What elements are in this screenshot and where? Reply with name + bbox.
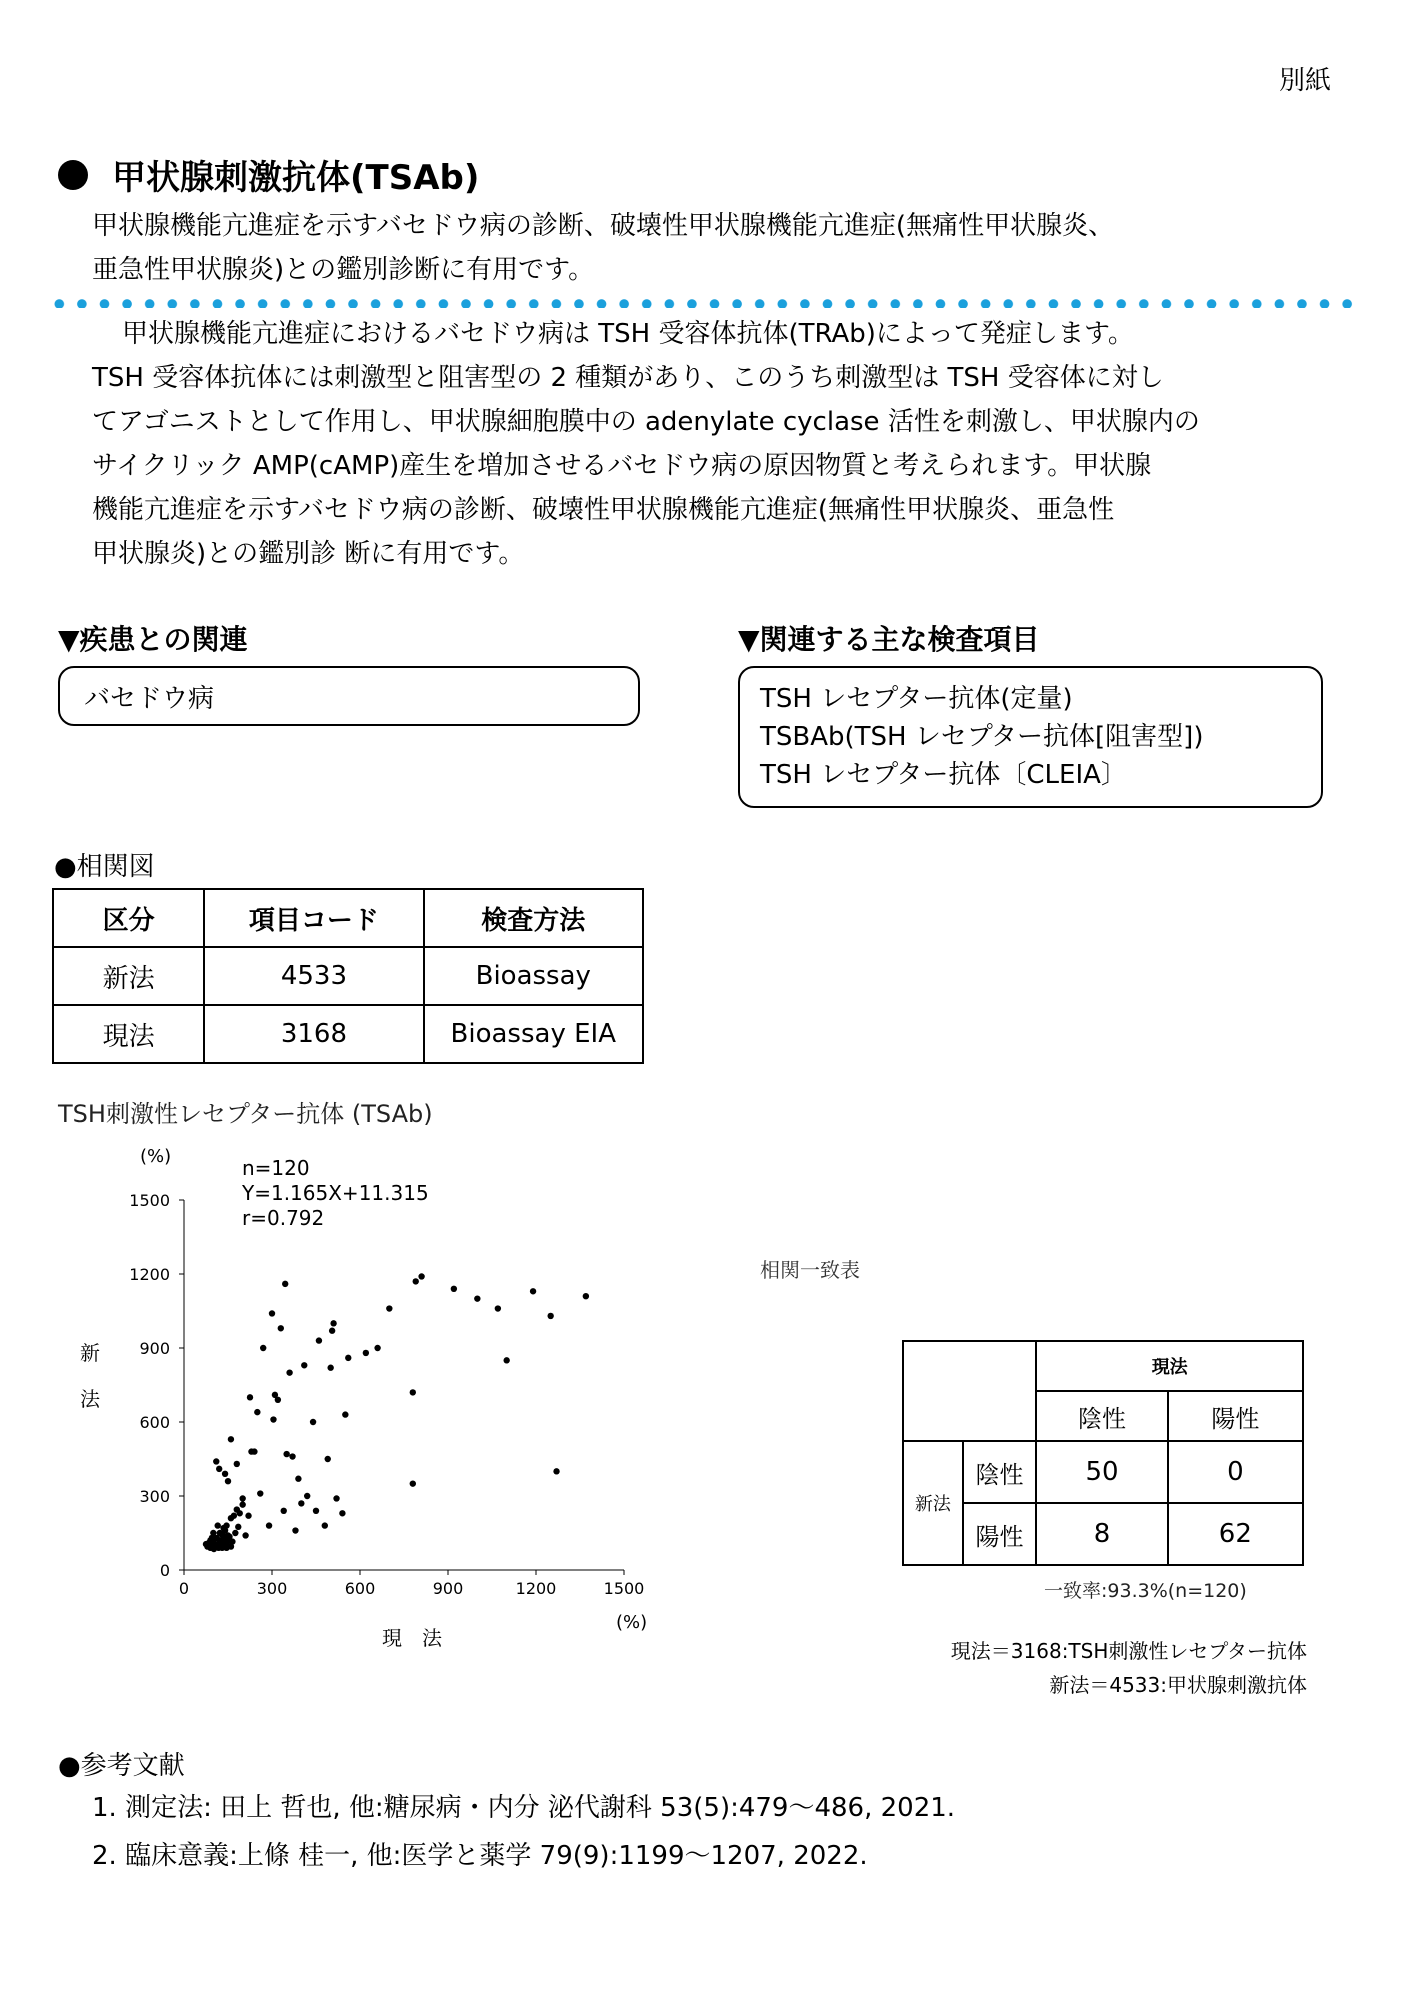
data-point xyxy=(553,1468,559,1474)
data-point xyxy=(235,1524,241,1530)
reference-item: 1. 測定法: 田上 哲也, 他:糖尿病・内分 泌代謝科 53(5):479～486, 2021. xyxy=(92,1793,956,1823)
data-point xyxy=(339,1510,345,1516)
y-tick-label: 900 xyxy=(139,1339,170,1358)
related-tests-heading: ▼関連する主な検査項目 xyxy=(738,623,1040,656)
disease-item: バセドウ病 xyxy=(84,684,215,714)
y-tick-label: 300 xyxy=(139,1487,170,1506)
stat-line: Y=1.165X+11.315 xyxy=(242,1181,429,1205)
data-point xyxy=(242,1532,248,1538)
col-header: 陰性 xyxy=(1036,1391,1167,1441)
summary-line: 甲状腺機能亢進症を示すバセドウ病の診断、破壊性甲状腺機能亢進症(無痛性甲状腺炎、 xyxy=(92,211,1115,241)
data-point xyxy=(283,1451,289,1457)
column-header: 区分 xyxy=(53,889,204,947)
data-point xyxy=(210,1530,216,1536)
data-point xyxy=(213,1458,219,1464)
related-test-item: TSH レセプター抗体〔CLEIA〕 xyxy=(760,760,1127,790)
table-cell: 50 xyxy=(1036,1441,1167,1503)
paragraph-line: 甲状腺機能亢進症におけるバセドウ病は TSH 受容体抗体(TRAb)によって発症します。 xyxy=(122,319,1134,349)
x-axis-label: 現 法 xyxy=(382,1626,442,1650)
data-point xyxy=(207,1537,213,1543)
data-point xyxy=(239,1501,245,1507)
data-point xyxy=(223,1545,229,1551)
data-point xyxy=(301,1362,307,1368)
data-point xyxy=(583,1293,589,1299)
data-point xyxy=(316,1337,322,1343)
summary-line: 亜急性甲状腺炎)との鑑別診断に有用です。 xyxy=(92,255,595,285)
data-point xyxy=(225,1478,231,1484)
col-header: 陽性 xyxy=(1168,1391,1303,1441)
empty-corner-cell xyxy=(903,1341,1036,1441)
data-point xyxy=(231,1513,237,1519)
agreement-table xyxy=(902,1340,1304,1566)
data-point xyxy=(278,1325,284,1331)
data-point xyxy=(286,1369,292,1375)
y-tick-label: 0 xyxy=(159,1561,170,1580)
bullet-icon xyxy=(58,160,88,190)
data-point xyxy=(310,1419,316,1425)
y-axis-char: 新 xyxy=(80,1341,100,1365)
table-cell: 4533 xyxy=(204,947,423,1005)
table-header-row xyxy=(53,889,643,947)
col-group-header: 現法 xyxy=(1036,1341,1303,1391)
summary xyxy=(92,204,1342,292)
table-row xyxy=(53,947,643,1005)
data-point xyxy=(451,1286,457,1292)
column-header: 項目コード xyxy=(204,889,423,947)
y-tick-label: 1500 xyxy=(129,1191,170,1210)
table-cell: 現法 xyxy=(53,1005,204,1063)
data-point xyxy=(330,1320,336,1326)
data-point xyxy=(270,1416,276,1422)
data-point xyxy=(222,1471,228,1477)
y-axis-char: 法 xyxy=(80,1387,100,1411)
data-point xyxy=(245,1513,251,1519)
paragraph-line: TSH 受容体抗体には刺激型と阻害型の 2 種類があり、このうち刺激型は TSH 受容体に対し xyxy=(92,363,1164,393)
data-point xyxy=(228,1436,234,1442)
data-point xyxy=(269,1310,275,1316)
data-point xyxy=(216,1466,222,1472)
data-point xyxy=(254,1409,260,1415)
paragraph-line: 甲状腺炎)との鑑別診 断に有用です。 xyxy=(92,539,525,569)
row-header: 陽性 xyxy=(963,1503,1037,1565)
data-point xyxy=(223,1522,229,1528)
data-point xyxy=(266,1522,272,1528)
data-point xyxy=(292,1527,298,1533)
attachment-label: 別紙 xyxy=(1278,66,1331,96)
table-cell: 0 xyxy=(1168,1441,1303,1503)
data-point xyxy=(333,1495,339,1501)
data-point xyxy=(325,1456,331,1462)
references-heading: ●参考文献 xyxy=(58,1751,185,1781)
data-point xyxy=(247,1394,253,1400)
row-header: 陰性 xyxy=(963,1441,1037,1503)
data-point xyxy=(329,1328,335,1334)
table-cell: 新法 xyxy=(53,947,204,1005)
data-point xyxy=(418,1273,424,1279)
method-table xyxy=(52,888,644,1064)
x-tick-label: 1500 xyxy=(603,1579,645,1598)
legend-line: 新法＝4533:甲状腺刺激抗体 xyxy=(1049,1673,1307,1697)
stat-line: n=120 xyxy=(242,1156,310,1180)
data-point xyxy=(237,1510,243,1516)
data-point xyxy=(260,1345,266,1351)
data-point xyxy=(282,1281,288,1287)
data-point xyxy=(313,1508,319,1514)
paragraph-line: てアゴニストとして作用し、甲状腺細胞膜中の adenylate cyclase 活性を刺激し、甲状腺内の xyxy=(92,407,1200,437)
table-cell: 3168 xyxy=(204,1005,423,1063)
page-title-block xyxy=(58,150,479,199)
agreement-footnote: 一致率:93.3%(n=120) xyxy=(1044,1580,1247,1602)
data-point xyxy=(374,1345,380,1351)
disease-box xyxy=(58,666,640,726)
related-tests-box xyxy=(738,666,1323,808)
table-cell: 8 xyxy=(1036,1503,1167,1565)
data-point xyxy=(304,1493,310,1499)
data-point xyxy=(281,1508,287,1514)
table-cell: 62 xyxy=(1168,1503,1303,1565)
table-cell: Bioassay xyxy=(424,947,643,1005)
data-point xyxy=(215,1522,221,1528)
data-point xyxy=(386,1305,392,1311)
table-cell: Bioassay EIA xyxy=(424,1005,643,1063)
x-tick-label: 0 xyxy=(178,1579,190,1598)
x-tick-label: 1200 xyxy=(515,1579,557,1598)
dotted-divider xyxy=(48,298,1353,308)
description-paragraph xyxy=(92,312,1312,576)
data-point xyxy=(363,1350,369,1356)
x-tick-label: 600 xyxy=(344,1579,376,1598)
legend-line: 現法＝3168:TSH刺激性レセプター抗体 xyxy=(950,1639,1307,1663)
paragraph-line: 機能亢進症を示すバセドウ病の診断、破壊性甲状腺機能亢進症(無痛性甲状腺炎、亜急性 xyxy=(92,495,1115,525)
data-point xyxy=(410,1389,416,1395)
x-tick-label: 900 xyxy=(432,1579,464,1598)
data-point xyxy=(345,1355,351,1361)
stat-line: r=0.792 xyxy=(242,1206,325,1230)
data-point xyxy=(342,1411,348,1417)
data-point xyxy=(413,1278,419,1284)
table-row xyxy=(53,1005,643,1063)
data-point xyxy=(232,1530,238,1536)
data-point xyxy=(251,1448,257,1454)
data-point xyxy=(234,1461,240,1467)
x-tick-label: 300 xyxy=(256,1579,288,1598)
data-point xyxy=(503,1357,509,1363)
agreement-title: 相関一致表 xyxy=(760,1258,860,1282)
method-legend xyxy=(951,1634,1307,1702)
reference-item: 2. 臨床意義:上條 桂一, 他:医学と薬学 79(9):1199～1207, 2022. xyxy=(92,1841,868,1871)
page-title: 甲状腺刺激抗体(TSAb) xyxy=(112,158,480,198)
x-unit-label: (%) xyxy=(616,1612,648,1633)
row-group-header: 新法 xyxy=(903,1441,963,1565)
data-point xyxy=(547,1313,553,1319)
data-point xyxy=(298,1500,304,1506)
references xyxy=(58,1748,955,1880)
scatter-title: TSH刺激性レセプター抗体 (TSAb) xyxy=(58,1100,433,1128)
related-test-item: TSH レセプター抗体(定量) xyxy=(760,684,1073,714)
data-point xyxy=(295,1476,301,1482)
data-point xyxy=(275,1397,281,1403)
data-point xyxy=(327,1365,333,1371)
disease-heading: ▼疾患との関連 xyxy=(58,623,248,656)
data-point xyxy=(239,1495,245,1501)
scatter-plot xyxy=(100,1180,660,1610)
y-tick-label: 1200 xyxy=(129,1265,170,1284)
y-unit-label: (%) xyxy=(140,1146,172,1167)
data-point xyxy=(410,1480,416,1486)
data-point xyxy=(322,1522,328,1528)
data-point xyxy=(474,1295,480,1301)
correlation-heading: ●相関図 xyxy=(54,852,155,882)
y-axis-label xyxy=(80,1330,100,1422)
data-point xyxy=(257,1490,263,1496)
data-point xyxy=(289,1453,295,1459)
data-point xyxy=(530,1288,536,1294)
paragraph-line: サイクリック AMP(cAMP)産生を増加させるバセドウ病の原因物質と考えられます。甲状腺 xyxy=(92,451,1152,481)
data-point xyxy=(495,1305,501,1311)
related-test-item: TSBAb(TSH レセプター抗体[阻害型]) xyxy=(760,722,1204,752)
y-tick-label: 600 xyxy=(139,1413,170,1432)
column-header: 検査方法 xyxy=(424,889,643,947)
